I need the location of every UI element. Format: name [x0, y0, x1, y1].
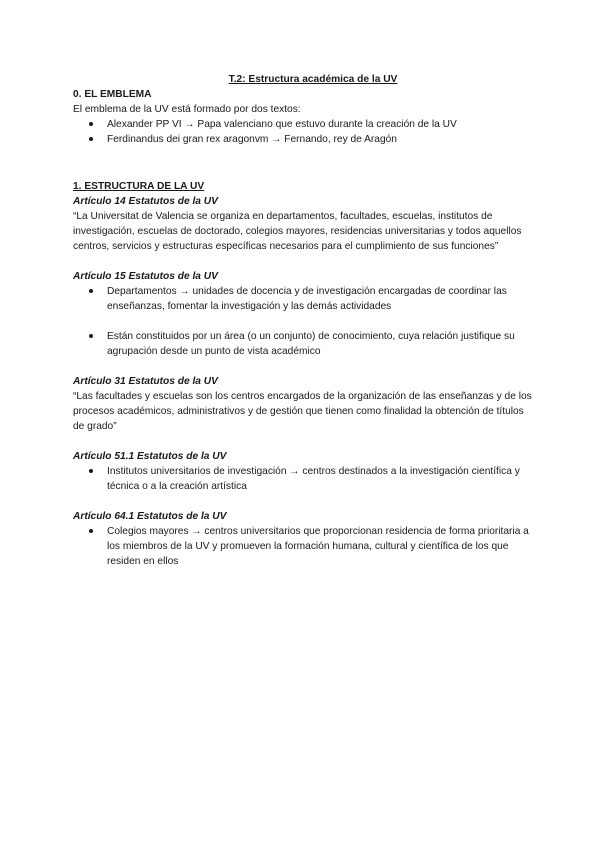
bullet-icon	[89, 334, 93, 338]
article-31-heading: Artículo 31 Estatutos de la UV	[73, 376, 218, 387]
list-item: Institutos universitarios de investigación → centros destinados a la investigación científica y técnica o a la creación artística	[73, 464, 533, 494]
article-64-list	[73, 524, 533, 569]
bullet-icon	[89, 289, 93, 293]
article-64-heading: Artículo 64.1 Estatutos de la UV	[73, 511, 227, 522]
page-title: T.2: Estructura académica de la UV	[228, 74, 398, 85]
list-item: Colegios mayores → centros universitarios que proporcionan residencia de forma prioritaria a los miembros de la UV y promueven la formación humana, cultural y científica de los que residen en ellos	[73, 524, 533, 569]
bullet-icon	[89, 122, 93, 126]
article-15-heading: Artículo 15 Estatutos de la UV	[73, 271, 218, 282]
article-51-list	[73, 464, 533, 494]
article-14-heading: Artículo 14 Estatutos de la UV	[73, 196, 218, 207]
list-item: Ferdinandus dei gran rex aragonvm → Fernando, rey de Aragón	[73, 132, 533, 147]
bullet-icon	[89, 469, 93, 473]
article-51-heading: Artículo 51.1 Estatutos de la UV	[73, 451, 227, 462]
list-item: Alexander PP VI → Papa valenciano que estuvo durante la creación de la UV	[73, 117, 533, 132]
bullet-icon	[89, 529, 93, 533]
list-item: Están constituidos por un área (o un conjunto) de conocimiento, cuya relación justifique su agrupación desde un punto de vista académico	[73, 329, 533, 359]
section-0-list	[73, 117, 533, 147]
article-15-list	[73, 284, 533, 359]
list-item: Departamentos → unidades de docencia y de investigación encargadas de coordinar las enseñanzas, fomentar la investigación y las demás actividades	[73, 284, 533, 314]
section-0-heading: 0. EL EMBLEMA	[73, 89, 152, 100]
article-14-text: “La Universitat de Valencia se organiza en departamentos, facultades, escuelas, institutos de investigación, escuelas de doctorado, colegios mayores, residencias universitarias y todos aquellos centros, servicios y estructuras específicas necesarios para el cumplimiento de sus funciones”	[73, 211, 522, 252]
section-1-heading: 1. ESTRUCTURA DE LA UV	[73, 181, 205, 192]
bullet-icon	[89, 137, 93, 141]
article-31-text: “Las facultades y escuelas son los centros encargados de la organización de las enseñanzas y de los procesos académicos, administrativos y de gestión que tienen como finalidad la obtención de títulos de grado”	[73, 391, 532, 432]
section-0-intro: El emblema de la UV está formado por dos textos:	[73, 104, 301, 115]
document-body	[73, 72, 533, 569]
